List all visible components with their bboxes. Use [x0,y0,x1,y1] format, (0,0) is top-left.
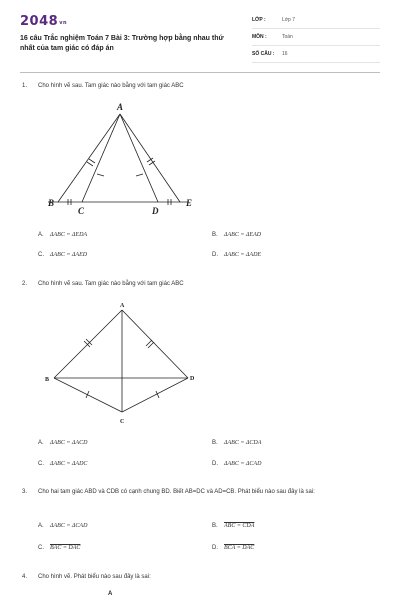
header-divider [20,72,380,73]
option-label: B. [212,232,218,238]
vertex-label-c: C [78,206,85,216]
question-4 [22,573,378,582]
option-text: ABC = CDA [224,523,255,529]
meta-key: LỚP : [252,17,266,23]
option-label: B. [212,440,218,446]
option-a[interactable] [38,232,87,238]
option-label: A. [38,232,44,238]
option-d[interactable] [212,252,261,258]
vertex-label-a: A [108,591,113,597]
option-d[interactable] [212,545,254,551]
option-b[interactable] [212,523,254,529]
option-text: ΔABC = ΔAED [50,252,88,258]
option-label: D. [212,545,218,551]
question-number: 4. [22,574,28,580]
option-text: ΔABC = ΔADE [224,252,262,258]
question-text [22,573,378,582]
option-text: ΔABC = ΔEDA [50,232,88,238]
vertex-label-e: E [186,198,193,208]
question-text [22,82,378,91]
meta-panel [252,14,380,65]
option-text: ΔABC = ΔADC [50,461,88,467]
vertex-label-a: A [120,303,125,309]
question-number: 1. [22,83,28,89]
vertex-label-c: C [120,419,125,425]
option-label: C. [38,545,44,551]
meta-value: Lớp 7 [282,17,296,23]
option-label: D. [212,461,218,467]
option-label: C. [38,252,44,258]
question-body: Cho hình vẽ sau. Tam giác nào bằng với tam giác ABC [38,83,184,89]
option-label: A. [38,440,44,446]
vertex-label-b: B [48,198,55,208]
page-header [20,10,380,70]
meta-row-subject [252,31,380,46]
logo-suffix: vn [59,20,68,26]
option-b[interactable] [212,440,261,446]
meta-value: 16 [282,51,288,57]
logo-text: 2048 [20,14,59,29]
option-text: BAC = DAC [50,545,81,551]
vertex-label-d: D [190,376,195,382]
figure-q1 [40,96,200,220]
meta-key: SỐ CÂU : [252,51,275,57]
option-c[interactable] [38,461,87,467]
option-text: ΔABC = ΔEAD [224,232,262,238]
question-body: Cho hình vẽ. Phát biểu nào sau đây là sai: [38,574,151,580]
meta-value: Toán [282,34,293,40]
option-label: D. [212,252,218,258]
option-text: ΔABC = ΔACD [50,440,88,446]
option-c[interactable] [38,545,80,551]
question-text [22,488,378,497]
vertex-label-d: D [152,206,159,216]
option-label: A. [38,523,44,529]
option-label: C. [38,461,44,467]
question-number: 3. [22,489,28,495]
meta-key: MÔN : [252,34,267,40]
question-text [22,280,378,289]
option-text: BCA = DAC [224,545,255,551]
question-1 [22,82,378,91]
option-c[interactable] [38,252,87,258]
option-text: ΔABC = ΔCAD [50,523,88,529]
option-a[interactable] [38,440,87,446]
question-3 [22,488,378,497]
vertex-label-a: A [117,102,124,112]
vertex-label-b: B [45,377,50,383]
figure-q2 [40,298,200,430]
option-d[interactable] [212,461,261,467]
option-a[interactable] [38,523,87,529]
question-body: Cho hai tam giác ABD và CDB có cạnh chung BD. Biết AB=DC và AD=CB. Phát biểu nào sau đây là sai: [38,489,315,495]
meta-row-count [252,48,380,63]
meta-row-class [252,14,380,29]
document-title: 16 câu Trắc nghiệm Toán 7 Bài 3: Trường hợp bằng nhau thứ nhất của tam giác có đáp án [20,35,224,52]
question-number: 2. [22,281,28,287]
question-body: Cho hình vẽ sau. Tam giác nào bằng với tam giác ABC [38,281,184,287]
option-text: ΔABC = ΔCAD [224,461,262,467]
option-b[interactable] [212,232,261,238]
site-logo[interactable] [20,14,67,29]
option-label: B. [212,523,218,529]
question-2 [22,280,378,289]
option-text: ΔABC = ΔCDA [224,440,262,446]
